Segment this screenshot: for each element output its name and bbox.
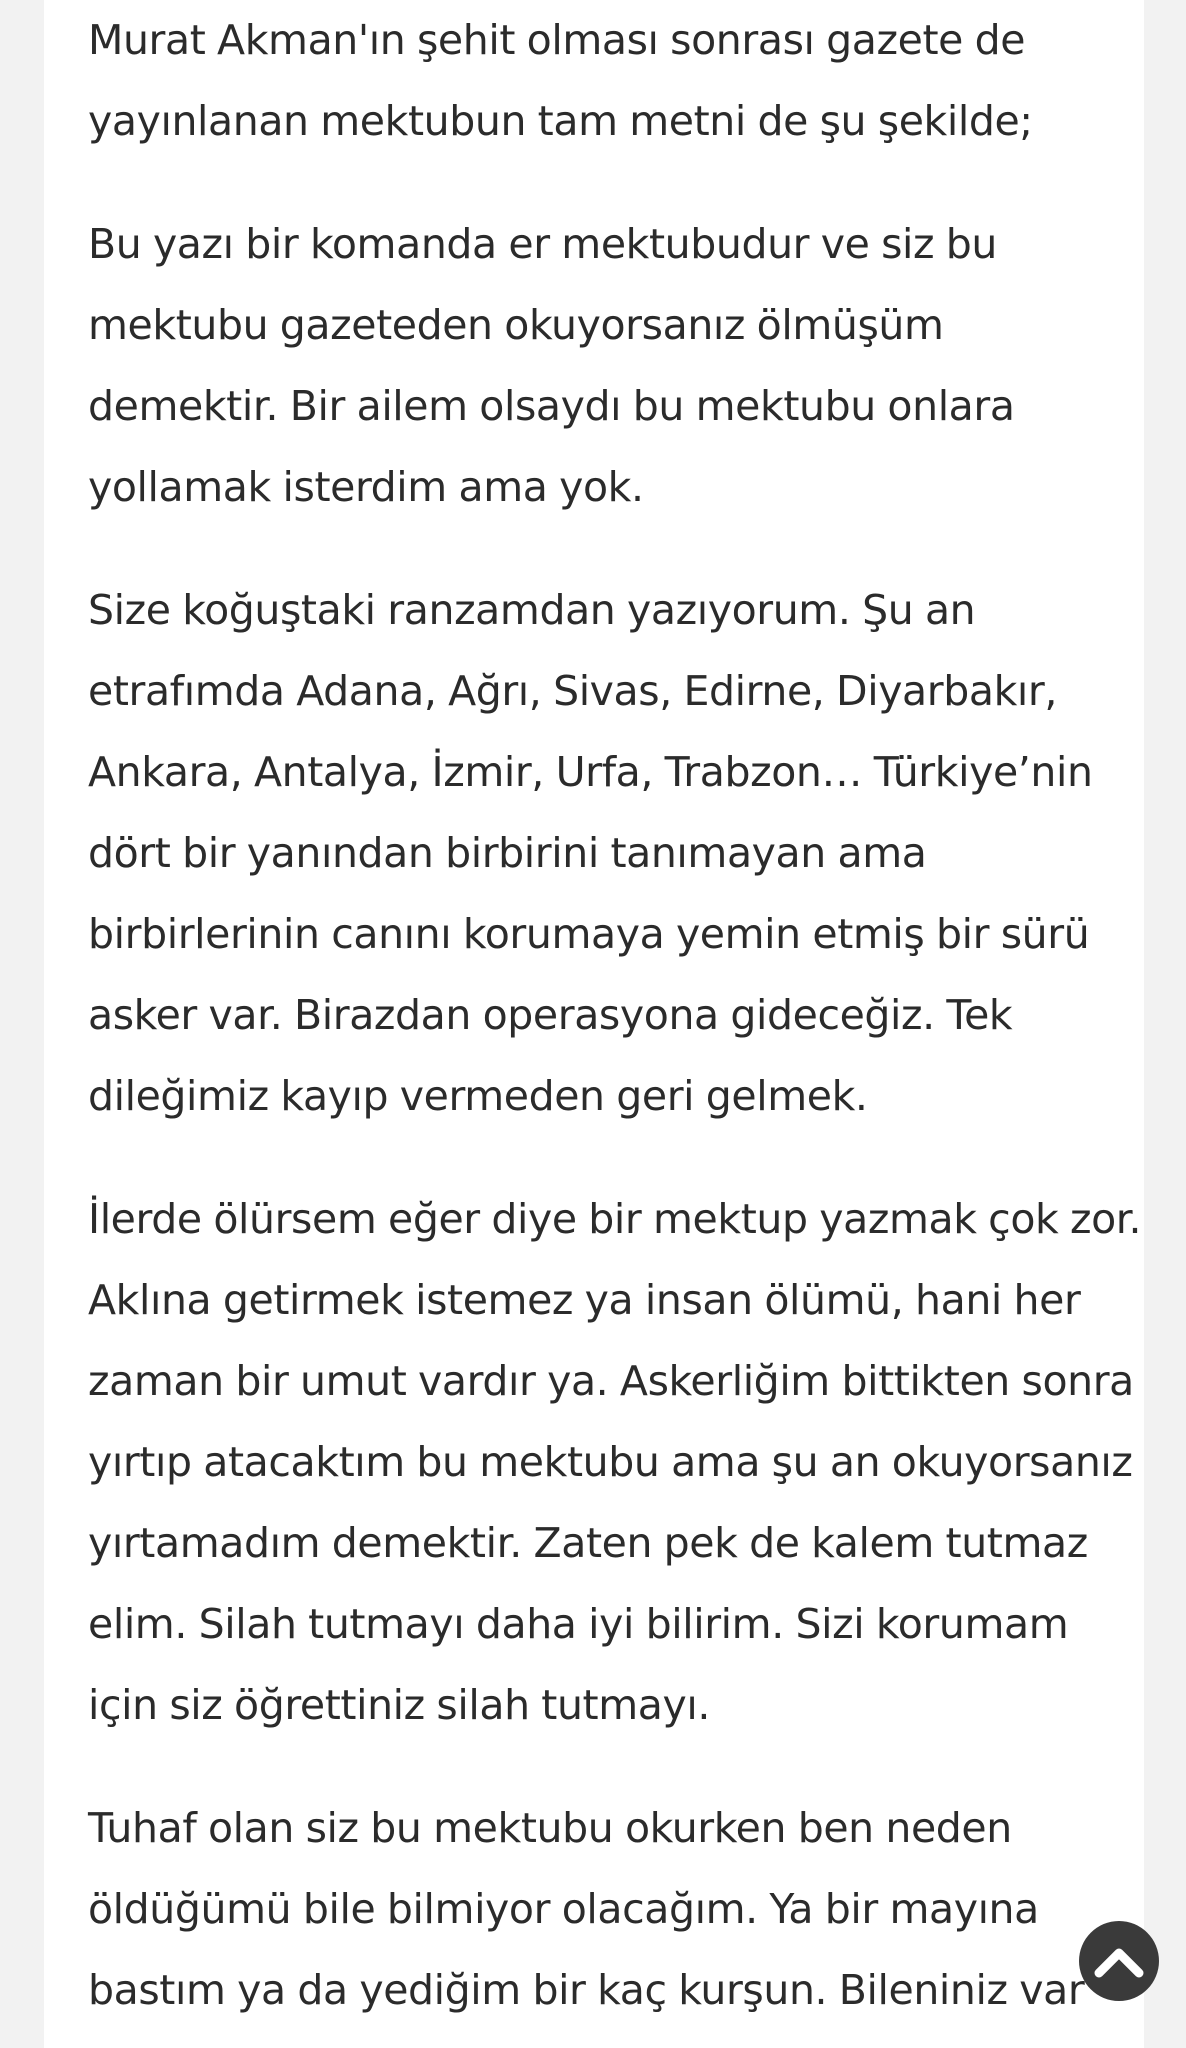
- text-line: asker var. Birazdan operasyona gideceğiz. Tek: [88, 991, 1013, 1039]
- text-line: yayınlanan mektubun tam metni de şu şekilde;: [88, 97, 1033, 145]
- text-line: Aklına getirmek istemez ya insan ölümü, hani her: [88, 1276, 1081, 1324]
- text-line: öldüğümü bile bilmiyor olacağım. Ya bir mayına: [88, 1885, 1039, 1933]
- text-line: Ankara, Antalya, İzmir, Urfa, Trabzon… Türkiye’nin: [88, 748, 1093, 796]
- text-line: yırtıp atacaktım bu mektubu ama şu an okuyorsanız: [88, 1438, 1133, 1486]
- text-line: Size koğuştaki ranzamdan yazıyorum. Şu an: [88, 586, 976, 634]
- text-line: dileğimiz kayıp vermeden geri gelmek.: [88, 1072, 868, 1120]
- text-line: mektubu gazeteden okuyorsanız ölmüşüm: [88, 301, 944, 349]
- paragraph-1: [88, 0, 1128, 162]
- text-line: birbirlerinin canını korumaya yemin etmiş bir sürü: [88, 910, 1090, 958]
- article-body: [88, 0, 1142, 2031]
- text-line: İlerde ölürsem eğer diye bir mektup yazmak çok zor.: [88, 1195, 1142, 1243]
- text-line: dört bir yanından birbirini tanımayan ama: [88, 829, 927, 877]
- text-line: Bu yazı bir komanda er mektubudur ve siz bu: [88, 220, 998, 268]
- text-line: için siz öğrettiniz silah tutmayı.: [88, 1681, 710, 1729]
- text-line: etrafımda Adana, Ağrı, Sivas, Edirne, Diyarbakır,: [88, 667, 1058, 715]
- text-line: elim. Silah tutmayı daha iyi bilirim. Sizi korumam: [88, 1600, 1069, 1648]
- text-line: zaman bir umut vardır ya. Askerliğim bittikten sonra: [88, 1357, 1134, 1405]
- chevron-up-icon: [1094, 1944, 1144, 1978]
- text-line: yollamak isterdim ama yok.: [88, 463, 644, 511]
- text-line: Murat Akman'ın şehit olması sonrası gazete de: [88, 16, 1026, 64]
- text-line: demektir. Bir ailem olsaydı bu mektubu onlara: [88, 382, 1015, 430]
- paragraph-4: [88, 1179, 1142, 1746]
- paragraph-2: [88, 204, 1128, 528]
- text-line: bastım ya da yediğim bir kaç kurşun. Bileniniz var: [88, 1966, 1085, 2014]
- paragraph-5: [88, 1788, 1128, 2031]
- scroll-to-top-button[interactable]: [1079, 1921, 1159, 2001]
- text-line: yırtamadım demektir. Zaten pek de kalem tutmaz: [88, 1519, 1088, 1567]
- paragraph-3: [88, 570, 1128, 1137]
- text-line: Tuhaf olan siz bu mektubu okurken ben neden: [88, 1804, 1012, 1852]
